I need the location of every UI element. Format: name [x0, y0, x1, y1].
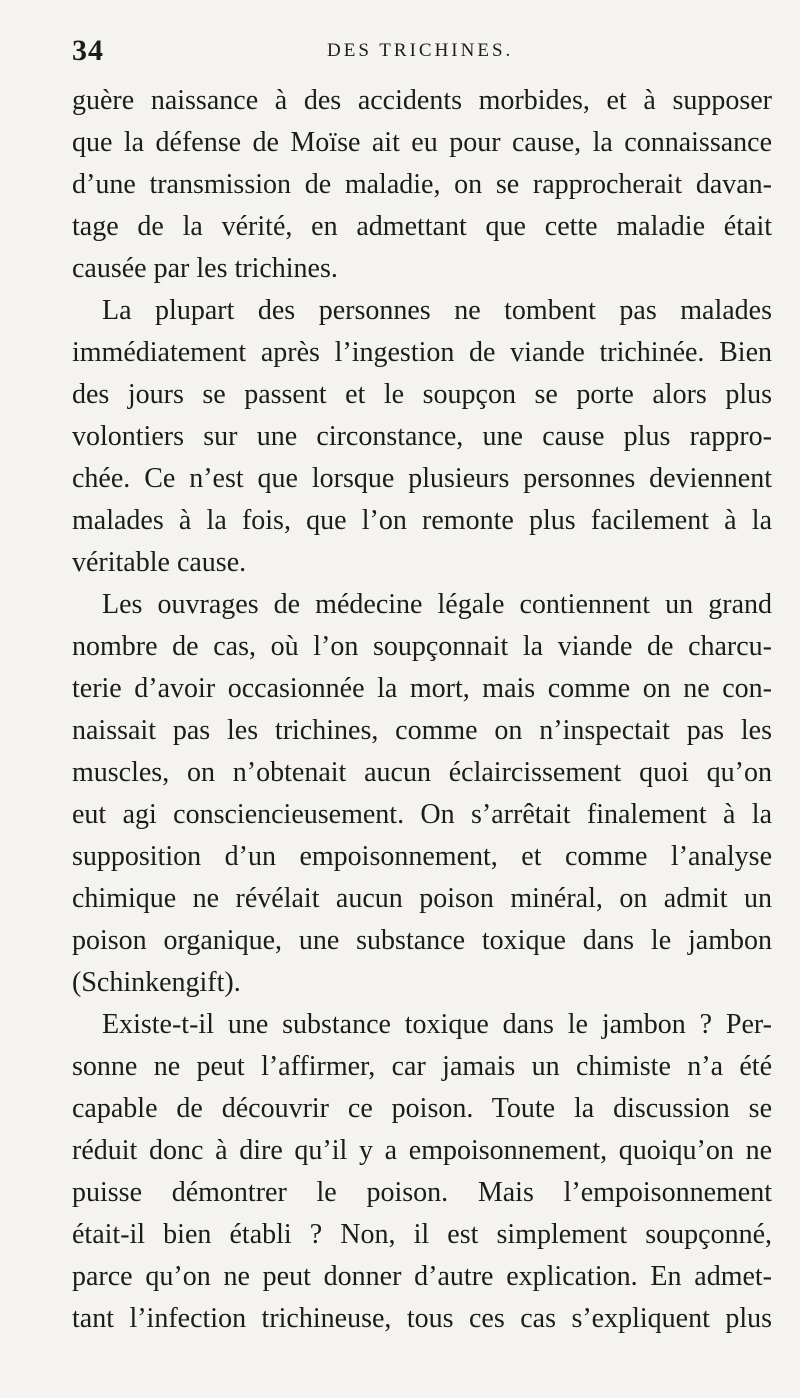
- text-line: poison organique, une substance toxique dans le jambon: [72, 925, 772, 956]
- text-line: naissait pas les trichines, comme on n’inspectait pas les: [72, 715, 772, 746]
- running-head: DES TRICHINES.: [327, 40, 514, 61]
- text-line: causée par les trichines.: [72, 253, 338, 284]
- text-line: réduit donc à dire qu’il y a empoisonnement, quoiqu’on ne: [72, 1135, 772, 1166]
- text-line: Existe-t-il une substance toxique dans le jambon ? Per-: [102, 1009, 772, 1040]
- text-line: chimique ne révélait aucun poison minéral, on admit un: [72, 883, 772, 914]
- text-line: malades à la fois, que l’on remonte plus facilement à la: [72, 505, 772, 536]
- text-line: (Schinkengift).: [72, 967, 241, 998]
- text-line: volontiers sur une circonstance, une cause plus rappro-: [72, 421, 772, 452]
- text-line: tage de la vérité, en admettant que cette maladie était: [72, 211, 772, 242]
- text-line: muscles, on n’obtenait aucun éclaircissement quoi qu’on: [72, 757, 772, 788]
- text-line: sonne ne peut l’affirmer, car jamais un chimiste n’a été: [72, 1051, 772, 1082]
- text-line: capable de découvrir ce poison. Toute la discussion se: [72, 1093, 772, 1124]
- text-line: était-il bien établi ? Non, il est simplement soupçonné,: [72, 1219, 772, 1250]
- page-header: [72, 34, 772, 74]
- text-line: guère naissance à des accidents morbides, et à supposer: [72, 85, 772, 116]
- text-line: immédiatement après l’ingestion de viande trichinée. Bien: [72, 337, 772, 368]
- text-line: puisse démontrer le poison. Mais l’empoisonnement: [72, 1177, 772, 1208]
- text-line: chée. Ce n’est que lorsque plusieurs personnes deviennent: [72, 463, 772, 494]
- text-line: supposition d’un empoisonnement, et comme l’analyse: [72, 841, 772, 872]
- text-line: terie d’avoir occasionnée la mort, mais comme on ne con-: [72, 673, 772, 704]
- text-line: La plupart des personnes ne tombent pas malades: [102, 295, 772, 326]
- text-line: eut agi consciencieusement. On s’arrêtait finalement à la: [72, 799, 772, 830]
- text-line: tant l’infection trichineuse, tous ces cas s’expliquent plus: [72, 1303, 772, 1334]
- text-line: véritable cause.: [72, 547, 247, 578]
- text-line: que la défense de Moïse ait eu pour cause, la connaissance: [72, 127, 772, 158]
- body-text: [72, 80, 772, 1340]
- text-line: des jours se passent et le soupçon se porte alors plus: [72, 379, 772, 410]
- text-line: d’une transmission de maladie, on se rapprocherait davan-: [72, 169, 772, 200]
- text-line: parce qu’on ne peut donner d’autre explication. En admet-: [72, 1261, 772, 1292]
- text-line: nombre de cas, où l’on soupçonnait la viande de charcu-: [72, 631, 772, 662]
- text-line: Les ouvrages de médecine légale contiennent un grand: [102, 589, 772, 620]
- page-number: 34: [72, 34, 104, 67]
